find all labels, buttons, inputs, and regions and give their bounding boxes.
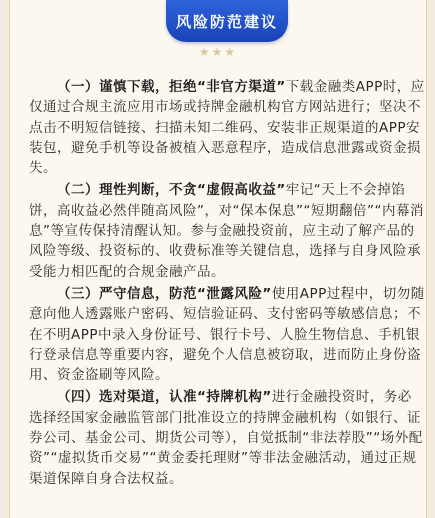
advice-heading: （一）谨慎下载，拒绝“非官方渠道” [57,79,286,95]
advice-body: 牢记“天上不会掉馅饼，高收益必然伴随高风险”，对“保本保息”“短期翻倍”“内幕消息”等宣传保持清醒认知。参与金融投资前，应主动了解产品的风险等级、投资标的、收费标准等关键信息，选择与自身风险承受能力相匹配的合规金融产品。 [29,182,424,280]
advice-body: 进行金融投资时，务必选择经国家金融监管部门批准设立的持牌金融机构（如银行、证券公司、基金公司、期货公司等），自觉抵制“非法荐股”“场外配资”“虚拟货币交易”“黄金委托理财”等非法金融活动，通过正规渠道保障自身合法权益。 [29,389,423,487]
advice-heading: （三）严守信息，防范“泄露风险” [57,285,272,302]
advice-card [9,0,427,518]
advice-content [29,77,425,491]
advice-item-4 [29,387,425,488]
advice-heading: （二）理性判断，不贪“虚假高收益” [57,182,286,199]
advice-heading: （四）选对渠道，认准“持牌机构” [57,389,272,406]
star-decoration-icon: ★★★ [198,45,238,59]
advice-body: 下载金融类APP时，应仅通过合规主流应用市场或持牌金融机构官方网站进行；坚决不点击不明短信链接、扫描未知二维码、安装非正规渠道的APP安装包，避免手机等设备被植入恶意程序，造成信息泄露或资金损失。 [29,79,425,177]
section-title-tab: 风险防范建议 [166,0,288,42]
advice-item-3 [29,284,425,385]
advice-item-1 [29,77,425,178]
advice-body: 使用APP过程中，切勿随意向他人透露账户密码、短信验证码、支付密码等敏感信息；不在不明APP中录入身份证号、银行卡号、人脸生物信息、手机银行登录信息等重要内容，避免个人信息被窃取，进而防止身份盗用、资金盗刷等风险。 [29,285,425,384]
advice-item-2 [29,180,425,281]
